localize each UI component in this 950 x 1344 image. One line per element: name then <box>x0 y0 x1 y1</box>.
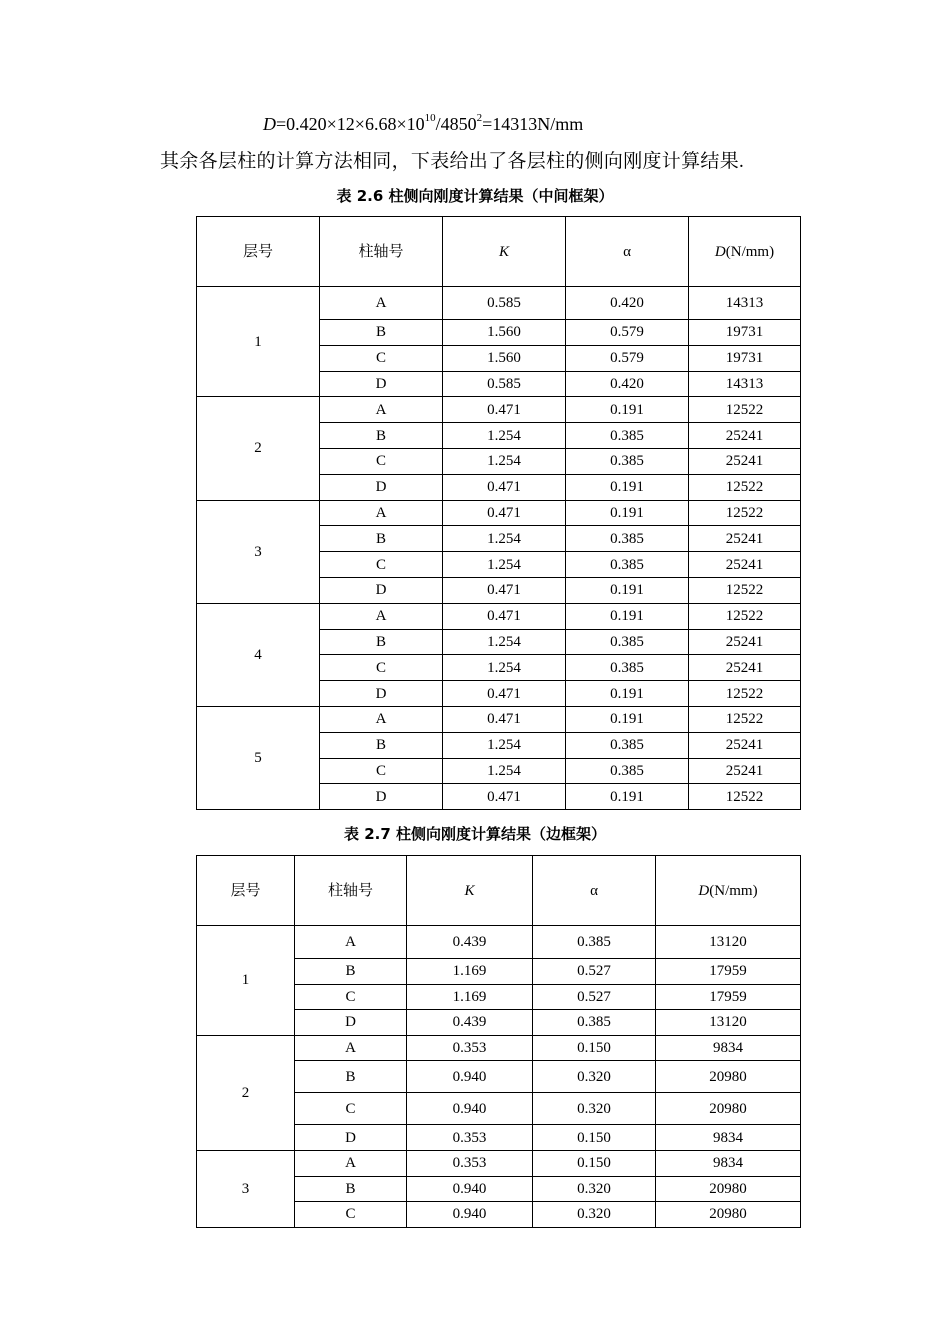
k-cell: 1.254 <box>443 732 566 758</box>
axis-cell: D <box>320 577 443 603</box>
axis-cell: A <box>320 706 443 732</box>
d-cell: 12522 <box>689 577 801 603</box>
d-cell: 25241 <box>689 552 801 578</box>
d-cell: 19731 <box>689 320 801 346</box>
axis-cell: A <box>320 287 443 320</box>
alpha-cell: 0.320 <box>533 1202 656 1228</box>
d-cell: 25241 <box>689 526 801 552</box>
header-d <box>689 217 801 287</box>
alpha-cell: 0.191 <box>566 603 689 629</box>
d-cell: 25241 <box>689 655 801 681</box>
header-alpha: α <box>566 217 689 287</box>
header-k <box>443 217 566 287</box>
alpha-cell: 0.385 <box>566 448 689 474</box>
d-cell: 12522 <box>689 603 801 629</box>
floor-cell: 1 <box>197 287 320 397</box>
header-alpha: α <box>533 856 656 926</box>
axis-cell: A <box>295 926 407 959</box>
table-body <box>197 217 801 810</box>
k-cell: 0.439 <box>407 1010 533 1036</box>
formula-mid: /4850 <box>435 114 477 134</box>
alpha-cell: 0.150 <box>533 1150 656 1176</box>
header-k-symbol: K <box>498 243 509 260</box>
axis-cell: D <box>295 1125 407 1151</box>
alpha-cell: 0.579 <box>566 320 689 346</box>
alpha-cell: 0.320 <box>533 1176 656 1202</box>
axis-cell: A <box>295 1150 407 1176</box>
alpha-cell: 0.191 <box>566 474 689 500</box>
table-row <box>197 706 801 732</box>
k-cell: 0.471 <box>443 577 566 603</box>
k-cell: 0.439 <box>407 926 533 959</box>
axis-cell: C <box>295 1202 407 1228</box>
axis-cell: C <box>320 448 443 474</box>
k-cell: 0.471 <box>443 500 566 526</box>
alpha-cell: 0.579 <box>566 345 689 371</box>
k-cell: 1.254 <box>443 655 566 681</box>
k-cell: 0.471 <box>443 681 566 707</box>
header-d-unit: (N/mm) <box>725 243 775 260</box>
d-cell: 25241 <box>689 448 801 474</box>
axis-cell: B <box>320 732 443 758</box>
k-cell: 0.353 <box>407 1035 533 1061</box>
alpha-cell: 0.191 <box>566 784 689 810</box>
k-cell: 1.254 <box>443 758 566 784</box>
header-floor: 层号 <box>197 217 320 287</box>
k-cell: 0.940 <box>407 1093 533 1125</box>
k-cell: 0.940 <box>407 1061 533 1093</box>
axis-cell: C <box>295 984 407 1010</box>
k-cell: 1.254 <box>443 448 566 474</box>
header-d-unit: (N/mm) <box>709 882 758 899</box>
alpha-cell: 0.150 <box>533 1035 656 1061</box>
d-cell: 20980 <box>656 1061 801 1093</box>
axis-cell: C <box>320 758 443 784</box>
axis-cell: D <box>320 474 443 500</box>
d-cell: 12522 <box>689 784 801 810</box>
k-cell: 1.254 <box>443 526 566 552</box>
k-cell: 0.940 <box>407 1202 533 1228</box>
axis-cell: B <box>320 629 443 655</box>
k-cell: 1.169 <box>407 959 533 985</box>
table-caption-middle-frame: 表 2.6 柱侧向刚度计算结果（中间框架） <box>336 187 614 205</box>
d-cell: 25241 <box>689 423 801 449</box>
d-cell: 14313 <box>689 287 801 320</box>
axis-cell: B <box>320 423 443 449</box>
header-floor: 层号 <box>197 856 295 926</box>
table-caption-edge-frame: 表 2.7 柱侧向刚度计算结果（边框架） <box>343 825 607 843</box>
k-cell: 1.560 <box>443 320 566 346</box>
alpha-cell: 0.320 <box>533 1061 656 1093</box>
axis-cell: A <box>320 500 443 526</box>
k-cell: 0.585 <box>443 287 566 320</box>
axis-cell: A <box>295 1035 407 1061</box>
header-d-symbol: D <box>698 882 710 899</box>
header-k-symbol: K <box>464 882 475 899</box>
formula-symbol: D <box>263 114 276 134</box>
alpha-cell: 0.385 <box>566 732 689 758</box>
table-row <box>197 603 801 629</box>
body-paragraph: 其余各层柱的计算方法相同，下表给出了各层柱的侧向刚度计算结果. <box>160 151 745 172</box>
d-cell: 25241 <box>689 758 801 784</box>
d-cell: 20980 <box>656 1176 801 1202</box>
header-d <box>656 856 801 926</box>
alpha-cell: 0.527 <box>533 984 656 1010</box>
formula-exponent-2: 2 <box>476 112 483 124</box>
alpha-cell: 0.150 <box>533 1125 656 1151</box>
d-cell: 13120 <box>656 1010 801 1036</box>
d-cell: 9834 <box>656 1125 801 1151</box>
k-cell: 0.471 <box>443 706 566 732</box>
k-cell: 1.254 <box>443 552 566 578</box>
stiffness-table-middle-frame <box>196 216 801 810</box>
axis-cell: A <box>320 397 443 423</box>
floor-cell: 1 <box>197 926 295 1036</box>
alpha-cell: 0.420 <box>566 287 689 320</box>
floor-cell: 4 <box>197 603 320 706</box>
alpha-cell: 0.385 <box>566 629 689 655</box>
axis-cell: B <box>320 320 443 346</box>
alpha-cell: 0.385 <box>533 926 656 959</box>
header-d-symbol: D <box>714 243 726 260</box>
header-row <box>197 217 801 287</box>
floor-cell: 3 <box>197 1150 295 1227</box>
table-body <box>197 856 801 1228</box>
header-axis: 柱轴号 <box>320 217 443 287</box>
floor-cell: 3 <box>197 500 320 603</box>
k-cell: 0.940 <box>407 1176 533 1202</box>
d-cell: 17959 <box>656 984 801 1010</box>
stiffness-table-edge-frame <box>196 855 801 1228</box>
d-cell: 19731 <box>689 345 801 371</box>
table-row <box>197 287 801 320</box>
d-cell: 13120 <box>656 926 801 959</box>
axis-cell: B <box>320 526 443 552</box>
axis-cell: D <box>295 1010 407 1036</box>
d-cell: 12522 <box>689 500 801 526</box>
alpha-cell: 0.191 <box>566 397 689 423</box>
k-cell: 0.353 <box>407 1125 533 1151</box>
axis-cell: B <box>295 959 407 985</box>
floor-cell: 2 <box>197 397 320 500</box>
alpha-cell: 0.191 <box>566 500 689 526</box>
formula-body: =0.420×12×6.68×10 <box>276 114 425 134</box>
alpha-cell: 0.385 <box>533 1010 656 1036</box>
d-cell: 20980 <box>656 1093 801 1125</box>
d-cell: 9834 <box>656 1150 801 1176</box>
d-cell: 12522 <box>689 474 801 500</box>
d-cell: 17959 <box>656 959 801 985</box>
table-row <box>197 1150 801 1176</box>
d-cell: 12522 <box>689 397 801 423</box>
alpha-cell: 0.385 <box>566 758 689 784</box>
k-cell: 0.471 <box>443 397 566 423</box>
d-cell: 25241 <box>689 732 801 758</box>
alpha-cell: 0.420 <box>566 371 689 397</box>
table-row <box>197 926 801 959</box>
alpha-cell: 0.527 <box>533 959 656 985</box>
axis-cell: D <box>320 784 443 810</box>
k-cell: 1.169 <box>407 984 533 1010</box>
d-cell: 14313 <box>689 371 801 397</box>
k-cell: 0.471 <box>443 784 566 810</box>
axis-cell: D <box>320 371 443 397</box>
d-cell: 25241 <box>689 629 801 655</box>
header-row <box>197 856 801 926</box>
d-cell: 12522 <box>689 706 801 732</box>
axis-cell: D <box>320 681 443 707</box>
alpha-cell: 0.191 <box>566 577 689 603</box>
k-cell: 0.471 <box>443 603 566 629</box>
axis-cell: B <box>295 1176 407 1202</box>
alpha-cell: 0.320 <box>533 1093 656 1125</box>
axis-cell: C <box>320 345 443 371</box>
axis-cell: C <box>320 655 443 681</box>
axis-cell: B <box>295 1061 407 1093</box>
k-cell: 0.585 <box>443 371 566 397</box>
d-cell: 20980 <box>656 1202 801 1228</box>
alpha-cell: 0.191 <box>566 706 689 732</box>
d-cell: 12522 <box>689 681 801 707</box>
alpha-cell: 0.191 <box>566 681 689 707</box>
formula-line <box>263 114 583 135</box>
formula-tail: =14313N/mm <box>482 114 584 134</box>
table-row <box>197 397 801 423</box>
header-k <box>407 856 533 926</box>
floor-cell: 5 <box>197 706 320 809</box>
axis-cell: C <box>295 1093 407 1125</box>
d-cell: 9834 <box>656 1035 801 1061</box>
formula-exponent-1: 10 <box>424 112 436 124</box>
header-axis: 柱轴号 <box>295 856 407 926</box>
alpha-cell: 0.385 <box>566 526 689 552</box>
alpha-cell: 0.385 <box>566 552 689 578</box>
k-cell: 1.254 <box>443 629 566 655</box>
k-cell: 1.560 <box>443 345 566 371</box>
alpha-cell: 0.385 <box>566 423 689 449</box>
k-cell: 0.471 <box>443 474 566 500</box>
k-cell: 1.254 <box>443 423 566 449</box>
table-row <box>197 1035 801 1061</box>
k-cell: 0.353 <box>407 1150 533 1176</box>
floor-cell: 2 <box>197 1035 295 1150</box>
axis-cell: A <box>320 603 443 629</box>
alpha-cell: 0.385 <box>566 655 689 681</box>
axis-cell: C <box>320 552 443 578</box>
table-row <box>197 500 801 526</box>
